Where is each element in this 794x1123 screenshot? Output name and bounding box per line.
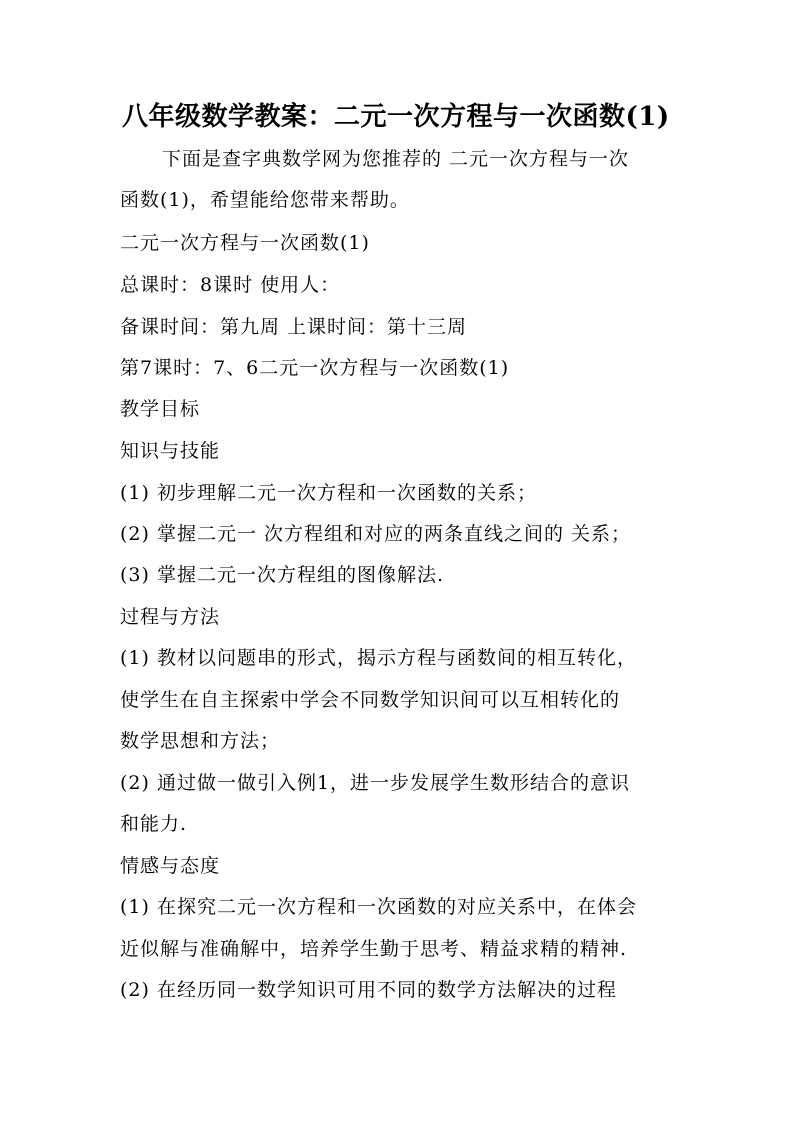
knowledge-item-2: (2) 掌握二元一 次方程组和对应的两条直线之间的 关系； bbox=[120, 523, 632, 545]
process-item-1-line-2: 使学生在自主探索中学会不同数学知识间可以互相转化的 bbox=[120, 689, 621, 711]
lesson-number: 第7课时：7、6二元一次方程与一次函数(1) bbox=[120, 357, 510, 379]
process-item-2-line-1: (2) 通过做一做引入例1，进一步发展学生数形结合的意识 bbox=[120, 772, 631, 794]
section-heading-objectives: 教学目标 bbox=[120, 398, 201, 420]
intro-line-2: 函数(1)，希望能给您带来帮助。 bbox=[120, 189, 410, 211]
subheading-process: 过程与方法 bbox=[120, 606, 221, 628]
attitude-item-1-line-2: 近似解与准确解中，培养学生勤于思考、精益求精的精神. bbox=[120, 938, 628, 960]
document-title: 八年级数学教案：二元一次方程与一次函数(1) bbox=[122, 102, 670, 132]
attitude-item-2-line-1: (2) 在经历同一数学知识可用不同的数学方法解决的过程 bbox=[120, 979, 617, 1001]
schedule-info: 备课时间：第九周 上课时间：第十三周 bbox=[120, 316, 468, 338]
total-hours: 总课时：8课时 使用人： bbox=[120, 274, 341, 296]
process-item-2-line-2: 和能力. bbox=[120, 813, 188, 835]
knowledge-item-1: (1) 初步理解二元一次方程和一次函数的关系； bbox=[120, 482, 537, 504]
knowledge-item-3: (3) 掌握二元一次方程组的图像解法. bbox=[120, 564, 444, 586]
subheading-attitude: 情感与态度 bbox=[120, 855, 221, 877]
process-item-1-line-1: (1) 教材以问题串的形式，揭示方程与函数间的相互转化， bbox=[120, 647, 637, 669]
subheading-knowledge: 知识与技能 bbox=[120, 440, 221, 462]
process-item-1-line-3: 数学思想和方法； bbox=[120, 730, 281, 752]
attitude-item-1-line-1: (1) 在探究二元一次方程和一次函数的对应关系中，在体会 bbox=[120, 896, 637, 918]
lesson-title: 二元一次方程与一次函数(1) bbox=[120, 232, 370, 254]
intro-line-1: 下面是查字典数学网为您推荐的 二元一次方程与一次 bbox=[162, 148, 630, 170]
